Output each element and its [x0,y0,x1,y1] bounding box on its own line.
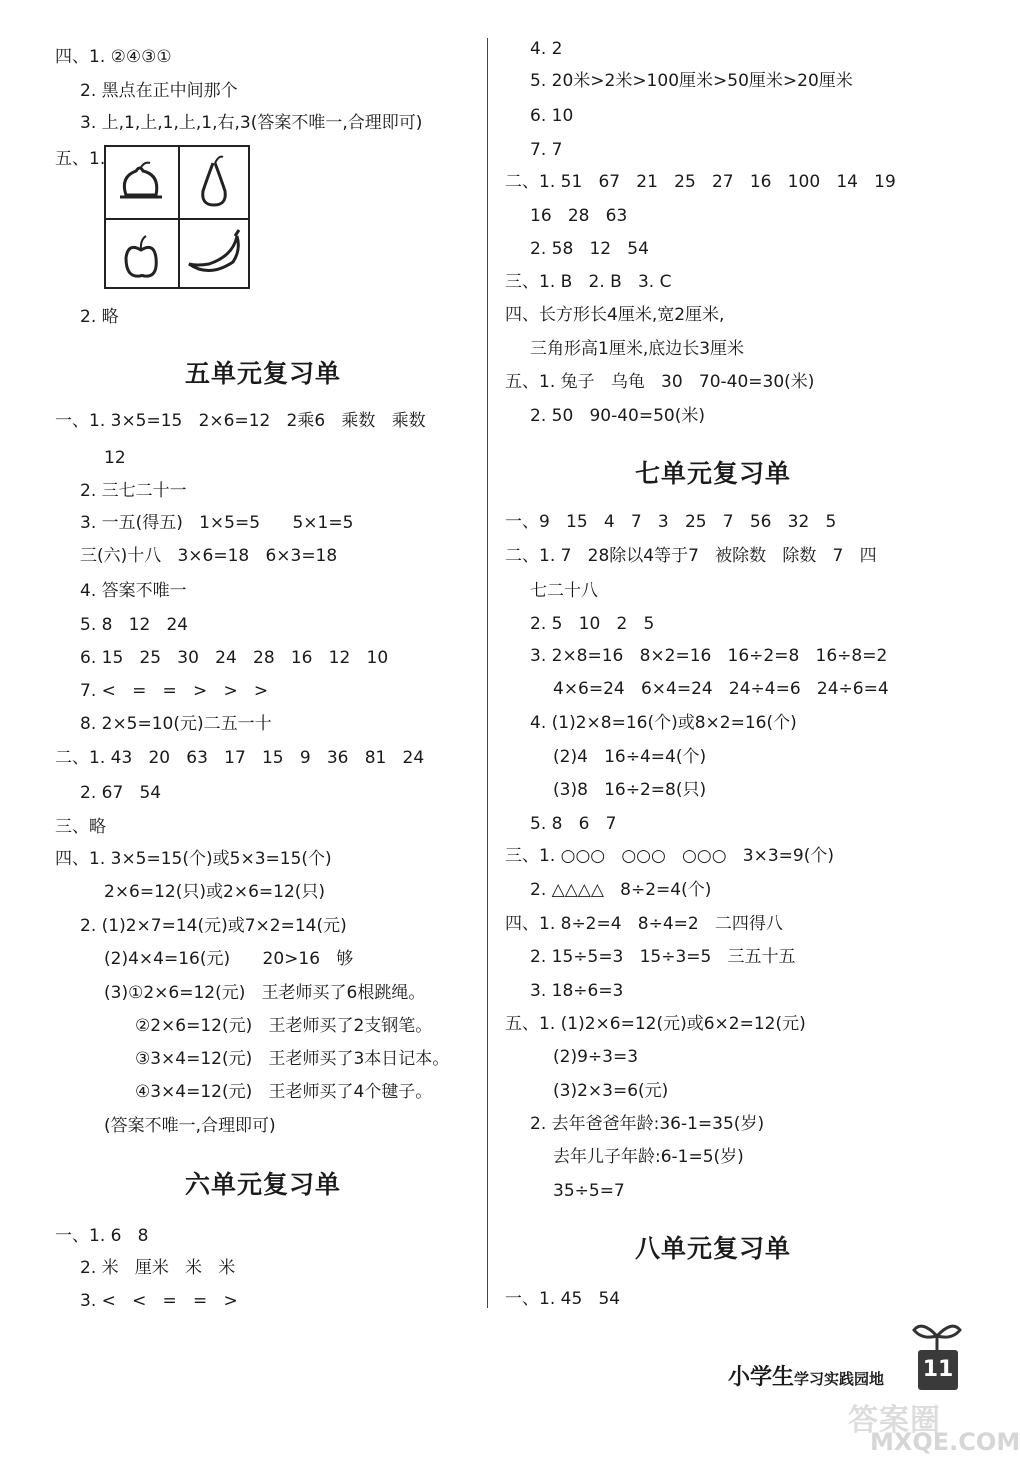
section-title: 八单元复习单 [635,1234,792,1263]
answer-line: 三、略 [55,817,106,837]
answer-line: 四、1. 3×5=15(个)或5×3=15(个) [55,849,332,869]
answer-line: (2)4 16÷4=4(个) [553,747,707,767]
answer-line: 7. 7 [530,140,563,160]
answer-line: 8. 2×5=10(元)二五一十 [80,714,272,734]
answer-line: 2. 58 12 54 [530,239,649,259]
answer-line: 2. 5 10 2 5 [530,614,655,634]
banana-icon [179,220,249,290]
answer-line: 三、1. B 2. B 3. C [505,272,672,292]
answer-line: 4×6=24 6×4=24 24÷4=6 24÷6=4 [553,679,889,699]
answer-line: ④3×4=12(元) 王老师买了4个毽子。 [135,1082,433,1102]
answer-line: 7. < = = > > > [80,681,269,701]
answer-line: 2. 黑点在正中间那个 [80,81,238,101]
answer-line: (2)9÷3=3 [553,1047,639,1067]
answer-line: 6. 10 [530,106,574,126]
answer-line: 5. 8 12 24 [80,615,189,635]
answer-line: 2. (1)2×7=14(元)或7×2=14(元) [80,916,347,936]
apple-icon [106,220,176,290]
answer-line: 2. 15÷5=3 15÷3=5 三五十五 [530,947,796,967]
answer-line: 七二十八 [530,581,598,601]
answer-line: ②2×6=12(元) 王老师买了2支钢笔。 [135,1016,433,1036]
answer-line: 五、1. (1)2×6=12(元)或6×2=12(元) [505,1014,806,1034]
peach-icon [106,147,176,217]
answer-line: 3. 上,1,上,1,上,1,右,3(答案不唯一,合理即可) [80,113,423,133]
answer-line: 三、1. ○○○ ○○○ ○○○ 3×3=9(个) [505,846,834,866]
brand-name: 小学生 [728,1365,795,1390]
answer-line: 16 28 63 [530,206,628,226]
answer-line: 三角形高1厘米,底边长3厘米 [530,339,745,359]
answer-line: 2. 略 [80,307,119,327]
answer-line: 三(六)十八 3×6=18 6×3=18 [80,546,338,566]
answer-line: 2. 去年爸爸年龄:36-1=35(岁) [530,1114,765,1134]
answer-line: 4. (1)2×8=16(个)或8×2=16(个) [530,713,797,733]
answer-line: 2. △△△△ 8÷2=4(个) [530,880,712,900]
answer-line: 去年儿子年龄:6-1=5(岁) [553,1147,744,1167]
answer-line: 35÷5=7 [553,1181,625,1201]
section-title: 六单元复习单 [185,1170,342,1199]
answer-line: 四、长方形长4厘米,宽2厘米, [505,305,725,325]
answer-line: 2×6=12(只)或2×6=12(只) [104,882,326,902]
answer-line: 二、1. 43 20 63 17 15 9 36 81 24 [55,748,425,768]
answer-line: (答案不唯一,合理即可) [104,1116,276,1136]
answer-line: 3. 一五(得五) 1×5=5 5×1=5 [80,513,354,533]
answer-line: 一、1. 3×5=15 2×6=12 2乘6 乘数 乘数 [55,411,426,431]
answer-line: 一、1. 6 8 [55,1226,149,1246]
page-number: 11 [918,1350,958,1390]
answer-line: 二、1. 7 28除以4等于7 被除数 除数 7 四 [505,546,877,566]
answer-line: 2. 米 厘米 米 米 [80,1258,236,1278]
answer-line: 四、1. 8÷2=4 8÷4=2 二四得八 [505,914,783,934]
brand-footer [728,1360,884,1391]
watermark-logo: 答案圈 [848,1403,941,1438]
answer-line: 2. 50 90-40=50(米) [530,406,706,426]
answer-line: 3. 2×8=16 8×2=16 16÷2=8 16÷8=2 [530,646,888,666]
answer-line: (3)2×3=6(元) [553,1081,669,1101]
answer-line: 2. 三七二十一 [80,481,187,501]
answer-line: 一、1. 45 54 [505,1289,621,1309]
watermark-url: MXQE.COM [870,1428,1020,1456]
answer-line: 12 [104,448,126,468]
section-title: 七单元复习单 [635,459,792,488]
answer-line: 5. 8 6 7 [530,814,617,834]
answer-line: (2)4×4=16(元) 20>16 够 [104,949,354,969]
answer-line: 4. 2 [530,39,563,59]
answer-line: ③3×4=12(元) 王老师买了3本日记本。 [135,1049,450,1069]
answer-line: 3. < < = = > [80,1291,238,1311]
answer-line: 5. 20米>2米>100厘米>50厘米>20厘米 [530,71,853,91]
column-divider [487,38,488,1308]
answer-line: 一、9 15 4 7 3 25 7 56 32 5 [505,512,837,532]
section-title: 五单元复习单 [185,359,342,388]
answer-line: (3)①2×6=12(元) 王老师买了6根跳绳。 [104,983,426,1003]
fruit-grid [104,145,250,289]
answer-line: 2. 67 54 [80,783,162,803]
answer-line: 二、1. 51 67 21 25 27 16 100 14 19 [505,172,896,192]
answer-line: 4. 答案不唯一 [80,581,187,601]
answer-line: 3. 18÷6=3 [530,981,624,1001]
answer-line: (3)8 16÷2=8(只) [553,780,707,800]
pear-icon [179,147,249,217]
answer-line: 6. 15 25 30 24 28 16 12 10 [80,648,389,668]
answer-line: 五、1. 兔子 乌龟 30 70-40=30(米) [505,372,815,392]
brand-subtitle: 学习实践园地 [794,1370,885,1388]
answer-line: 五、1. [55,149,106,169]
answer-line: 四、1. ②④③① [55,47,172,67]
